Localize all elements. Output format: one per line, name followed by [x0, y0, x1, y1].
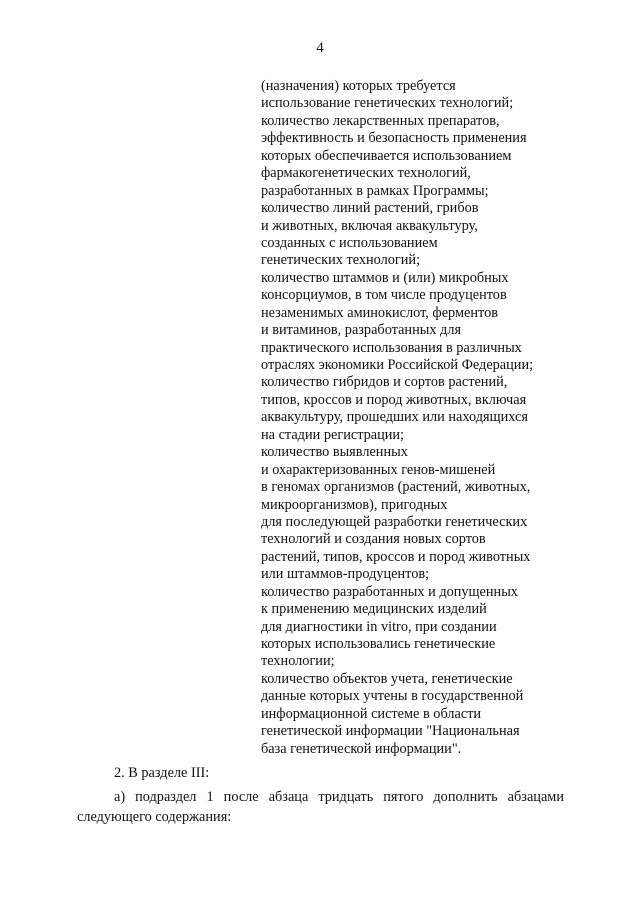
indicator-line: микроорганизмов), пригодных — [261, 496, 448, 513]
indicator-line: эффективность и безопасность применения — [261, 130, 527, 147]
indicator-line: к применению медицинских изделий — [261, 601, 487, 618]
paragraph-a-line-1: а) подраздел 1 после абзаца тридцать пятого дополнить абзацами — [114, 789, 564, 805]
indicator-line: практического использования в различных — [261, 339, 522, 356]
indicator-line: и витаминов, разработанных для — [261, 322, 462, 339]
indicator-line: информационной системе в области — [261, 705, 482, 722]
indicator-line: типов, кроссов и пород животных, включая — [261, 391, 527, 408]
paragraph-a — [77, 788, 564, 827]
indicator-line: или штаммов-продуцентов; — [261, 566, 430, 583]
indicator-line: количество выявленных — [261, 444, 408, 461]
indicator-line: для последующей разработки генетических — [261, 513, 528, 530]
indicator-line: в геномах организмов (растений, животных, — [261, 479, 531, 496]
indicator-list — [261, 78, 561, 758]
indicator-line: база генетической информации". — [261, 740, 462, 757]
indicator-line: количество штаммов и (или) микробных — [261, 269, 509, 286]
indicator-line: для диагностики in vitro, при создании — [261, 618, 497, 635]
indicator-line: данные которых учтены в государственной — [261, 688, 524, 705]
indicator-line: консорциумов, в том числе продуцентов — [261, 287, 507, 304]
indicator-line: разработанных в рамках Программы; — [261, 182, 489, 199]
indicator-line: количество лекарственных препаратов, — [261, 112, 500, 129]
indicator-line: количество гибридов и сортов растений, — [261, 374, 508, 391]
indicator-line: и животных, включая аквакультуру, — [261, 217, 478, 234]
indicator-line: фармакогенетических технологий, — [261, 165, 471, 182]
indicator-line: которых обеспечивается использованием — [261, 147, 512, 164]
indicator-line: генетической информации "Национальная — [261, 723, 520, 740]
indicator-line: аквакультуру, прошедших или находящихся — [261, 409, 528, 426]
indicator-line: созданных с использованием — [261, 234, 438, 251]
indicator-line: отраслях экономики Российской Федерации; — [261, 357, 534, 373]
indicator-line: незаменимых аминокислот, ферментов — [261, 304, 498, 321]
indicator-line: использование генетических технологий; — [261, 95, 514, 112]
indicator-line: количество линий растений, грибов — [261, 200, 479, 217]
indicator-line: которых использовались генетические — [261, 636, 496, 652]
indicator-line: (назначения) которых требуется — [261, 78, 456, 94]
page-number: 4 — [316, 40, 324, 56]
indicator-line: технологии; — [261, 653, 335, 670]
indicator-line: количество объектов учета, генетические — [261, 670, 513, 687]
section-heading: 2. В разделе III: — [114, 765, 210, 781]
indicator-line: на стадии регистрации; — [261, 426, 405, 443]
indicator-line: технологий и создания новых сортов — [261, 531, 486, 548]
indicator-line: и охарактеризованных генов-мишеней — [261, 461, 496, 478]
indicator-line: растений, типов, кроссов и пород животных — [261, 548, 531, 565]
indicator-line: генетических технологий; — [261, 252, 421, 269]
paragraph-a-line-2: следующего содержания: — [77, 808, 232, 825]
indicator-line: количество разработанных и допущенных — [261, 583, 518, 600]
